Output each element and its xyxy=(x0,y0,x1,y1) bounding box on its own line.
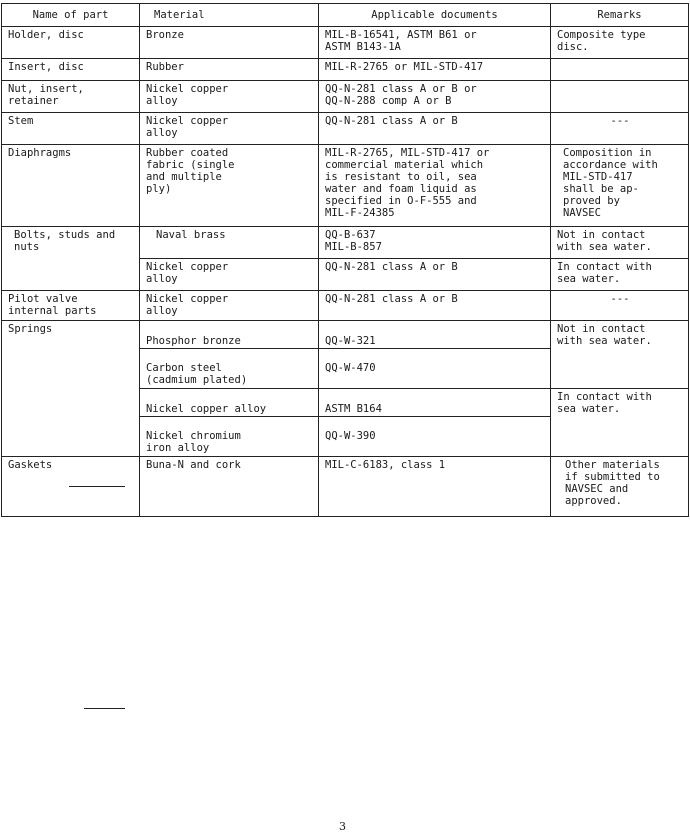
material-cell: Nickel copper alloy xyxy=(140,81,319,113)
material-cell: Nickel copper alloy xyxy=(140,291,319,321)
table-row xyxy=(2,113,689,145)
documents-cell xyxy=(319,321,551,389)
documents-cell: QQ-N-281 class A or B xyxy=(319,259,551,291)
cell-divider xyxy=(140,416,318,417)
part-cell: Springs xyxy=(2,321,140,457)
documents-cell: MIL-B-16541, ASTM B61 or ASTM B143-1A xyxy=(319,27,551,59)
material-line: Nickel copper alloy xyxy=(146,403,267,415)
documents-cell: QQ-N-281 class A or B xyxy=(319,113,551,145)
remarks-cell: --- xyxy=(551,113,689,145)
remarks-cell: Not in contact with sea water. xyxy=(551,321,689,389)
part-cell: Pilot valve internal parts xyxy=(2,291,140,321)
header-remarks: Remarks xyxy=(551,4,689,27)
remarks-cell xyxy=(551,59,689,81)
material-cell: Naval brass xyxy=(140,227,319,259)
document-line: ASTM B164 xyxy=(325,403,382,415)
table-row xyxy=(2,291,689,321)
material-cell: Buna-N and cork xyxy=(140,457,319,517)
part-cell: Diaphragms xyxy=(2,145,140,227)
part-cell: Holder, disc xyxy=(2,27,140,59)
material-cell xyxy=(140,321,319,389)
table-row xyxy=(2,81,689,113)
section-underline xyxy=(84,708,125,709)
table-row xyxy=(2,321,689,389)
remarks-cell: Other materials if submitted to NAVSEC and approved. xyxy=(551,457,689,517)
remarks-cell xyxy=(551,81,689,113)
part-cell: Insert, disc xyxy=(2,59,140,81)
cell-divider xyxy=(319,416,550,417)
part-cell: Nut, insert, retainer xyxy=(2,81,140,113)
material-cell xyxy=(140,389,319,457)
documents-cell: MIL-C-6183, class 1 xyxy=(319,457,551,517)
header-applicable-documents: Applicable documents xyxy=(319,4,551,27)
material-line: Phosphor bronze xyxy=(146,335,241,347)
table-row xyxy=(2,27,689,59)
documents-cell: QQ-B-637 MIL-B-857 xyxy=(319,227,551,259)
document-line: QQ-W-470 xyxy=(325,362,376,374)
material-cell: Bronze xyxy=(140,27,319,59)
remarks-cell: --- xyxy=(551,291,689,321)
material-cell: Rubber coated fabric (single and multiple ply) xyxy=(140,145,319,227)
part-cell: Gaskets xyxy=(2,457,140,517)
part-cell: Bolts, studs and nuts xyxy=(2,227,140,291)
header-name-of-part: Name of part xyxy=(2,4,140,27)
materials-table xyxy=(1,3,689,517)
remarks-cell: Composite type disc. xyxy=(551,27,689,59)
documents-cell xyxy=(319,389,551,457)
section-underline xyxy=(69,486,125,487)
documents-cell: QQ-N-281 class A or B or QQ-N-288 comp A or B xyxy=(319,81,551,113)
remarks-cell: Composition in accordance with MIL-STD-417 shall be ap- proved by NAVSEC xyxy=(551,145,689,227)
remarks-cell: In contact with sea water. xyxy=(551,389,689,457)
material-cell: Rubber xyxy=(140,59,319,81)
remarks-cell: Not in contact with sea water. xyxy=(551,227,689,259)
documents-cell: MIL-R-2765, MIL-STD-417 or commercial material which is resistant to oil, sea water and foam liquid as specified in O-F-555 and MIL-F-24385 xyxy=(319,145,551,227)
part-cell: Stem xyxy=(2,113,140,145)
table-row xyxy=(2,59,689,81)
table-row xyxy=(2,227,689,259)
remarks-cell: In contact with sea water. xyxy=(551,259,689,291)
document-line: QQ-W-390 xyxy=(325,430,376,442)
header-material: Material xyxy=(140,4,319,27)
page-number: 3 xyxy=(339,820,346,833)
cell-divider xyxy=(140,348,318,349)
document-line: QQ-W-321 xyxy=(325,335,376,347)
table-row xyxy=(2,145,689,227)
material-line: Carbon steel (cadmium plated) xyxy=(146,362,248,386)
table-header-row xyxy=(2,4,689,27)
material-line: Nickel chromium iron alloy xyxy=(146,430,241,454)
material-cell: Nickel copper alloy xyxy=(140,113,319,145)
documents-cell: MIL-R-2765 or MIL-STD-417 xyxy=(319,59,551,81)
material-cell: Nickel copper alloy xyxy=(140,259,319,291)
cell-divider xyxy=(319,348,550,349)
documents-cell: QQ-N-281 class A or B xyxy=(319,291,551,321)
